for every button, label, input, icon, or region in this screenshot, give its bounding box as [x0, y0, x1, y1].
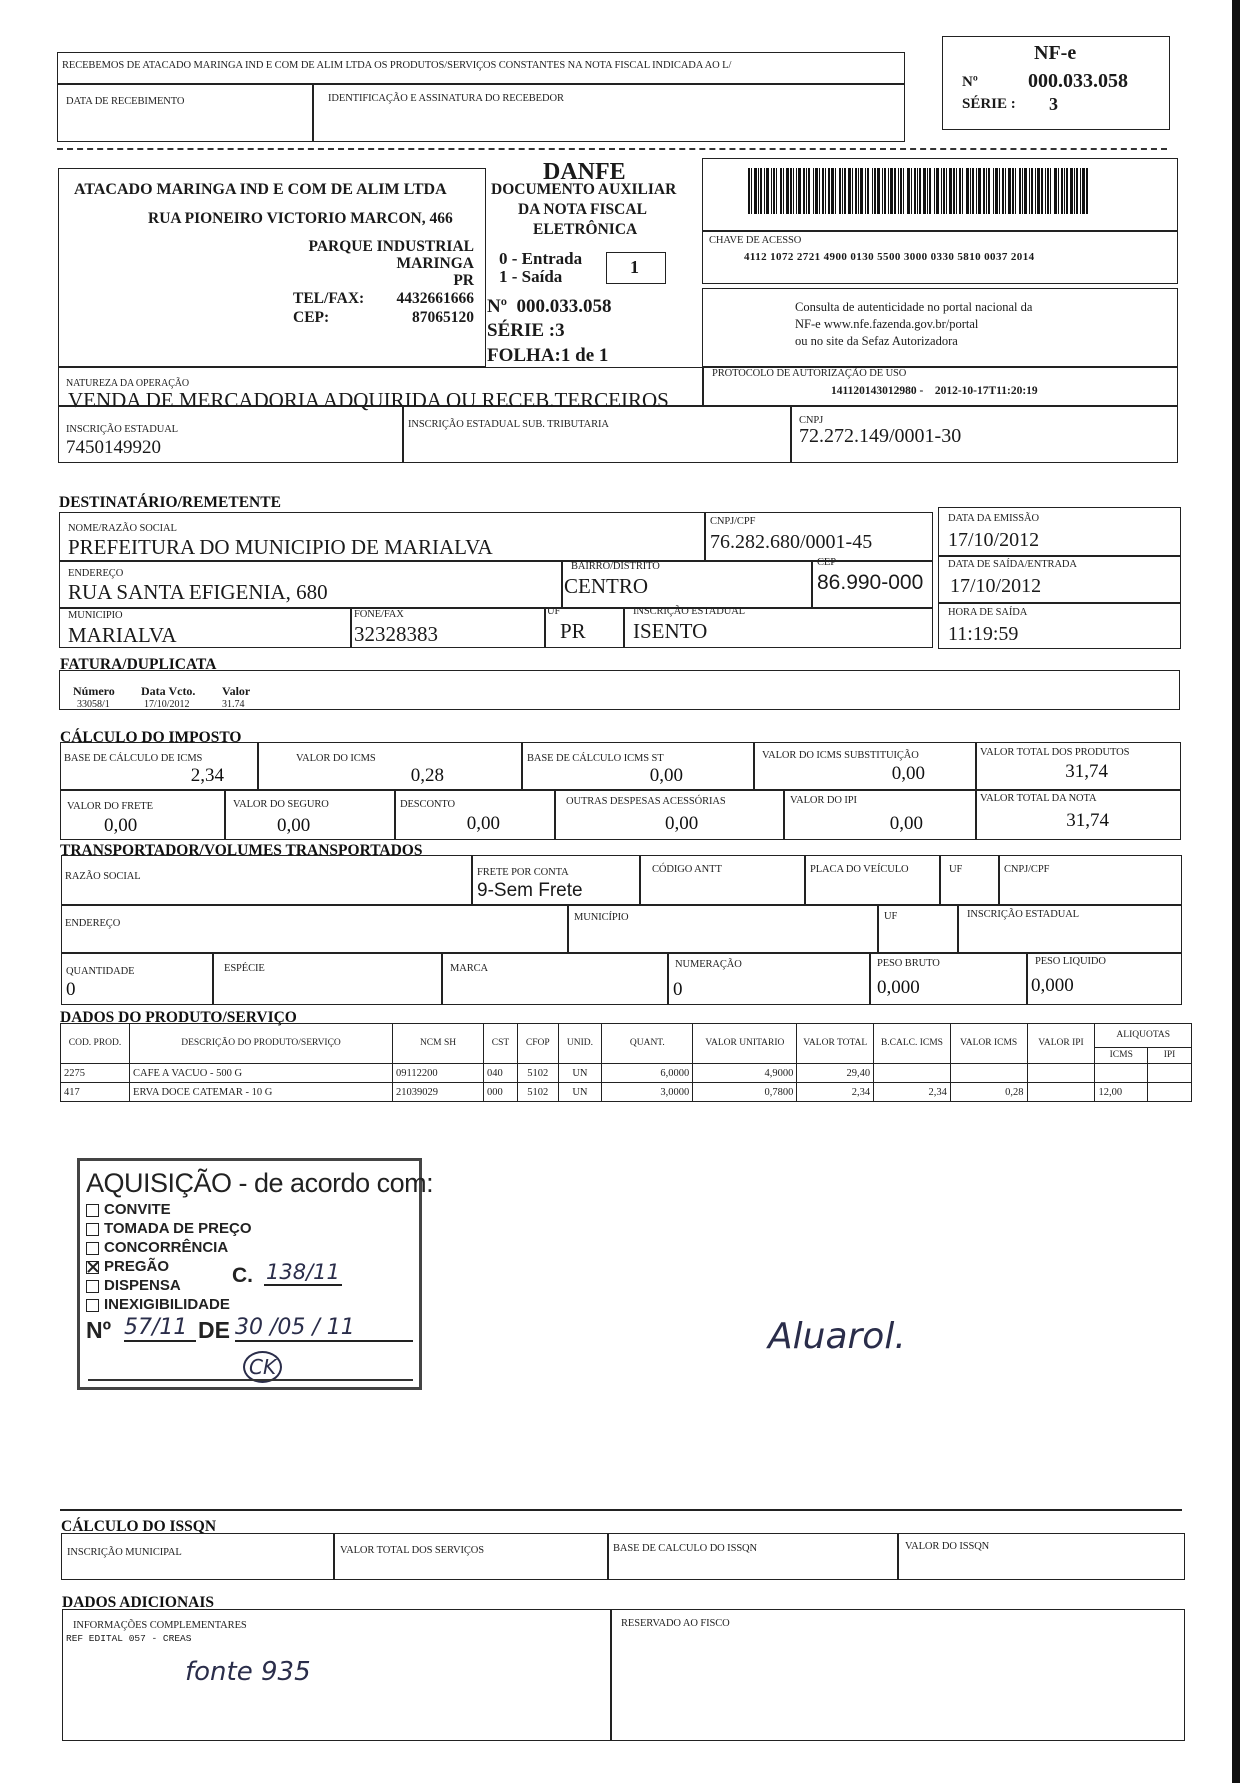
fatura-section-title: FATURA/DUPLICATA	[60, 656, 217, 673]
dest-ie: ISENTO	[633, 619, 708, 643]
desconto-label: DESCONTO	[400, 799, 456, 810]
stamp-option-concorrencia: CONCORRÊNCIA	[86, 1239, 228, 1257]
emitente-district: PARQUE INDUSTRIAL	[308, 238, 474, 255]
ipi-label: VALOR DO IPI	[790, 795, 857, 806]
ie-st-box	[403, 406, 791, 463]
fatura-numero-label: Número	[73, 684, 115, 698]
transp-frete: 9-Sem Frete	[477, 880, 583, 901]
table-row	[61, 1064, 1192, 1083]
transporte-section-title: TRANSPORTADOR/VOLUMES TRANSPORTADOS	[60, 842, 423, 859]
total-produtos-label: VALOR TOTAL DOS PRODUTOS	[980, 747, 1130, 758]
stamp-option-dispensa: DISPENSA	[86, 1277, 181, 1295]
ie-value: 7450149920	[66, 437, 161, 458]
cell-bcalc: 2,34	[874, 1083, 951, 1102]
cell-cod: 2275	[61, 1064, 130, 1083]
ipi-value: 0,00	[889, 813, 923, 834]
emitente-name: ATACADO MARINGA IND E COM DE ALIM LTDA	[74, 181, 447, 198]
fatura-vcto: 17/10/2012	[144, 699, 190, 710]
stamp-c-label: C.	[232, 1264, 253, 1287]
aquisicao-stamp	[77, 1158, 434, 1390]
emitente-state: PR	[453, 272, 474, 289]
dest-uf: PR	[560, 619, 586, 643]
outras-value: 0,00	[665, 813, 699, 834]
transp-razao-label: RAZÃO SOCIAL	[65, 871, 141, 882]
danfe-tipo: 1	[630, 257, 639, 277]
data-recebimento-label: DATA DE RECEBIMENTO	[66, 96, 185, 107]
natureza-value: VENDA DE MERCADORIA ADQUIRIDA OU RECEB.TERCEIROS	[68, 388, 669, 412]
scan-edge	[1232, 0, 1240, 1783]
dest-municipio-label: MUNICIPIO	[68, 610, 123, 621]
cell-bcalc	[874, 1064, 951, 1083]
valor-st: 0,00	[891, 763, 925, 784]
transp-peso-bruto-label: PESO BRUTO	[877, 958, 940, 969]
base-st: 0,00	[649, 765, 683, 786]
dest-cnpj-label: CNPJ/CPF	[710, 516, 756, 527]
natureza-label: NATUREZA DA OPERAÇÃO	[66, 378, 190, 389]
transp-cnpj-label: CNPJ/CPF	[1004, 864, 1050, 875]
cell-valor-icms: 0,28	[950, 1083, 1027, 1102]
nfe-numero-label: Nº	[962, 74, 978, 90]
danfe-entrada: 0 - Entrada	[499, 249, 583, 268]
emitente-cep: 87065120	[412, 309, 474, 326]
emissao-label: DATA DA EMISSÃO	[948, 513, 1040, 524]
fatura-valor: 31.74	[222, 699, 245, 710]
fatura-vcto-label: Data Vcto.	[141, 684, 196, 698]
cell-ncm: 09112200	[393, 1064, 484, 1083]
transp-quantidade-label: QUANTIDADE	[66, 966, 135, 977]
cell-cst: 040	[484, 1064, 518, 1083]
nfe-serie-label: SÉRIE :	[962, 96, 1016, 112]
dest-fone-label: FONE/FAX	[354, 609, 404, 620]
danfe-subtitle-1: DOCUMENTO AUXILIAR	[491, 181, 677, 198]
adicionais-section-title: DADOS ADICIONAIS	[62, 1594, 215, 1611]
total-produtos: 31,74	[1065, 761, 1108, 782]
nfe-title: NF-e	[1034, 42, 1077, 64]
outras-label: OUTRAS DESPESAS ACESSÓRIAS	[566, 796, 726, 807]
issqn-im-label: INSCRIÇÃO MUNICIPAL	[67, 1547, 182, 1558]
transp-numeracao: 0	[673, 979, 683, 1000]
nfe-numero: 000.033.058	[1028, 70, 1128, 92]
checkbox-icon	[86, 1242, 99, 1255]
danfe-folha: FOLHA:1 de 1	[487, 345, 609, 366]
cell-ncm: 21039029	[393, 1083, 484, 1102]
col-quant: QUANT.	[602, 1024, 693, 1064]
danfe-title: DANFE	[543, 159, 626, 185]
produtos-section-title: DADOS DO PRODUTO/SERVIÇO	[60, 1009, 297, 1026]
issqn-rule	[60, 1509, 1182, 1511]
danfe-subtitle-3: ELETRÔNICA	[533, 221, 638, 238]
issqn-base-label: BASE DE CALCULO DO ISSQN	[613, 1543, 758, 1554]
stamp-option-inexigibilidade: INEXIGIBILIDADE	[86, 1296, 230, 1314]
cell-aliq-ipi	[1148, 1064, 1192, 1083]
nfe-serie: 3	[1049, 94, 1058, 114]
transp-municipio-label: MUNICÍPIO	[574, 912, 629, 923]
transp-placa-label: PLACA DO VEÍCULO	[810, 864, 909, 875]
transp-endereco-label: ENDEREÇO	[65, 918, 121, 929]
cell-descricao: CAFE A VACUO - 500 G	[130, 1064, 393, 1083]
checkbox-icon	[86, 1280, 99, 1293]
col-valor-unit: VALOR UNITARIO	[693, 1024, 797, 1064]
checkbox-icon	[86, 1223, 99, 1236]
imposto-section-title: CÁLCULO DO IMPOSTO	[60, 729, 242, 746]
dest-cnpj: 76.282.680/0001-45	[710, 531, 873, 553]
dest-nome-label: NOME/RAZÃO SOCIAL	[68, 523, 177, 534]
saida-label: DATA DE SAÍDA/ENTRADA	[948, 559, 1077, 570]
transp-numeracao-label: NUMERAÇÃO	[675, 959, 742, 970]
col-unid: UNID.	[558, 1024, 602, 1064]
consulta-line-3: ou no site da Sefaz Autorizadora	[795, 334, 958, 348]
base-icms-label: BASE DE CÁLCULO DE ICMS	[64, 753, 203, 764]
transporte-box	[61, 855, 1182, 1005]
col-aliq-icms: ICMS	[1095, 1048, 1148, 1064]
cell-valor-icms	[950, 1064, 1027, 1083]
receipt-text: RECEBEMOS DE ATACADO MARINGA IND E COM DE ALIM LTDA OS PRODUTOS/SERVIÇOS CONSTANTES NA NOTA FISCAL INDICADA AO L/	[62, 60, 732, 71]
saida-value: 17/10/2012	[950, 575, 1042, 597]
checkbox-icon	[86, 1204, 99, 1217]
dest-nome: PREFEITURA DO MUNICIPIO DE MARIALVA	[68, 535, 493, 559]
fisco-label: RESERVADO AO FISCO	[621, 1618, 730, 1629]
transp-peso-liquido: 0,000	[1031, 975, 1074, 996]
cell-aliq-icms: 12,00	[1095, 1083, 1148, 1102]
dest-ie-label: INSCRIÇÃO ESTADUAL	[633, 606, 745, 617]
chave-value: 4112 1072 2721 4900 0130 5500 3000 0330 5810 0037 2014	[744, 251, 1035, 263]
emissao-value: 17/10/2012	[948, 529, 1040, 551]
col-valor-total: VALOR TOTAL	[797, 1024, 874, 1064]
transp-ie-label: INSCRIÇÃO ESTADUAL	[967, 909, 1079, 920]
cell-cfop: 5102	[517, 1064, 558, 1083]
transp-uf-label: UF	[949, 864, 963, 875]
cell-valor-total: 2,34	[797, 1083, 874, 1102]
barcode	[748, 168, 1140, 214]
hora-label: HORA DE SAÍDA	[948, 607, 1028, 618]
base-icms: 2,34	[190, 765, 224, 786]
col-aliq-ipi: IPI	[1148, 1048, 1192, 1064]
col-valor-icms: VALOR ICMS	[950, 1024, 1027, 1064]
frete-label: VALOR DO FRETE	[67, 801, 153, 812]
dest-bairro: CENTRO	[564, 574, 648, 598]
info-label: INFORMAÇÕES COMPLEMENTARES	[73, 1620, 247, 1631]
cell-unid: UN	[558, 1064, 602, 1083]
emitente-cep-label: CEP:	[293, 309, 330, 326]
identificacao-label: IDENTIFICAÇÃO E ASSINATURA DO RECEBEDOR	[328, 93, 564, 104]
valor-st-label: VALOR DO ICMS SUBSTITUIÇÃO	[762, 750, 919, 761]
col-descricao: DESCRIÇÃO DO PRODUTO/SERVIÇO	[130, 1024, 393, 1064]
fatura-numero: 33058/1	[77, 699, 110, 710]
stamp-option-tomada: TOMADA DE PREÇO	[86, 1220, 252, 1238]
stamp-numero: 57/11	[124, 1315, 196, 1342]
cell-valor-total: 29,40	[797, 1064, 874, 1083]
valor-icms-label: VALOR DO ICMS	[296, 753, 376, 764]
info-value: REF EDITAL 057 - CREAS	[66, 1633, 192, 1644]
handwritten-note: fonte 935	[185, 1657, 311, 1687]
total-nota-label: VALOR TOTAL DA NOTA	[980, 793, 1097, 804]
transp-peso-bruto: 0,000	[877, 977, 920, 998]
stamp-initials: CK	[243, 1351, 282, 1383]
transp-quantidade: 0	[66, 979, 76, 1000]
cell-valor-unit: 4,9000	[693, 1064, 797, 1083]
protocolo-value: 141120143012980 - 2012-10-17T11:20:19	[831, 385, 1038, 397]
desconto-value: 0,00	[466, 813, 500, 834]
col-ncm: NCM SH	[393, 1024, 484, 1064]
checked-checkbox-icon	[86, 1261, 99, 1274]
dest-cep: 86.990-000	[817, 571, 924, 594]
protocolo-label: PROTOCOLO DE AUTORIZAÇÃO DE USO	[712, 368, 907, 379]
emitente-telfax: 4432661666	[396, 290, 474, 307]
emitente-telfax-label: TEL/FAX:	[293, 290, 365, 307]
danfe-serie: SÉRIE :3	[487, 320, 565, 341]
cell-unid: UN	[558, 1083, 602, 1102]
danfe-subtitle-2: DA NOTA FISCAL	[518, 201, 647, 218]
col-cst: CST	[484, 1024, 518, 1064]
dest-endereco: RUA SANTA EFIGENIA, 680	[68, 580, 328, 604]
stamp-c-value: 138/11	[266, 1260, 340, 1284]
danfe-saida: 1 - Saída	[499, 267, 563, 286]
danfe-numero: Nº 000.033.058	[487, 296, 612, 317]
emitente-address: RUA PIONEIRO VICTORIO MARCON, 466	[148, 210, 453, 227]
emitente-city: MARINGA	[396, 255, 474, 272]
products-table	[60, 1023, 1192, 1102]
col-bcalc: B.CALC. ICMS	[874, 1024, 951, 1064]
cell-quant: 6,0000	[602, 1064, 693, 1083]
transp-antt-label: CÓDIGO ANTT	[652, 864, 722, 875]
stamp-de-label: DE	[198, 1317, 230, 1343]
chave-label: CHAVE DE ACESSO	[709, 235, 802, 246]
dest-cep-label: CEP	[817, 557, 836, 568]
transp-marca-label: MARCA	[450, 963, 489, 974]
stamp-option-convite: CONVITE	[86, 1201, 171, 1219]
col-valor-ipi: VALOR IPI	[1027, 1024, 1095, 1064]
seguro-value: 0,00	[277, 815, 311, 836]
table-row	[61, 1083, 1192, 1102]
issqn-total-label: VALOR TOTAL DOS SERVIÇOS	[340, 1545, 485, 1556]
dest-endereco-label: ENDEREÇO	[68, 568, 124, 579]
fatura-valor-label: Valor	[222, 684, 251, 698]
checkbox-icon	[86, 1299, 99, 1312]
col-cfop: CFOP	[517, 1024, 558, 1064]
total-nota: 31,74	[1066, 810, 1109, 831]
cell-descricao: ERVA DOCE CATEMAR - 10 G	[130, 1083, 393, 1102]
cell-valor-ipi	[1027, 1083, 1095, 1102]
stamp-option-pregao: PREGÃO	[86, 1258, 169, 1276]
signature: Aluarol.	[768, 1316, 906, 1357]
consulta-line-1: Consulta de autenticidade no portal nacional da	[795, 300, 1033, 314]
cut-line	[57, 148, 1167, 150]
cell-quant: 3,0000	[602, 1083, 693, 1102]
dest-bairro-label: BAIRRO/DISTRITO	[571, 561, 660, 572]
transp-uf2-label: UF	[884, 911, 898, 922]
ie-label: INSCRIÇÃO ESTADUAL	[66, 424, 178, 435]
dest-fone: 32328383	[354, 622, 438, 646]
dest-municipio: MARIALVA	[68, 623, 177, 647]
cell-cfop: 5102	[517, 1083, 558, 1102]
cell-aliq-icms	[1095, 1064, 1148, 1083]
col-cod: COD. PROD.	[61, 1024, 130, 1064]
cell-cst: 000	[484, 1083, 518, 1102]
valor-icms: 0,28	[410, 765, 444, 786]
issqn-valor-label: VALOR DO ISSQN	[905, 1541, 990, 1552]
cnpj-value: 72.272.149/0001-30	[799, 425, 962, 447]
issqn-box	[61, 1533, 1185, 1580]
stamp-numero-label: Nº	[86, 1317, 112, 1343]
cell-valor-ipi	[1027, 1064, 1095, 1083]
cell-valor-unit: 0,7800	[693, 1083, 797, 1102]
issqn-section-title: CÁLCULO DO ISSQN	[61, 1518, 217, 1535]
cell-aliq-ipi	[1148, 1083, 1192, 1102]
ie-st-label: INSCRIÇÃO ESTADUAL SUB. TRIBUTARIA	[408, 419, 609, 430]
cnpj-label: CNPJ	[799, 415, 824, 426]
cell-cod: 417	[61, 1083, 130, 1102]
frete-value: 0,00	[104, 815, 138, 836]
transp-frete-label: FRETE POR CONTA	[477, 867, 569, 878]
seguro-label: VALOR DO SEGURO	[233, 799, 329, 810]
consulta-line-2: NF-e www.nfe.fazenda.gov.br/portal	[795, 317, 979, 331]
stamp-date: 30 /05 / 11	[235, 1315, 413, 1342]
dest-uf-label: UF	[547, 606, 561, 617]
transp-peso-liquido-label: PESO LIQUIDO	[1035, 956, 1106, 967]
destinatario-section-title: DESTINATÁRIO/REMETENTE	[59, 494, 281, 511]
hora-value: 11:19:59	[948, 623, 1019, 645]
base-st-label: BASE DE CÁLCULO ICMS ST	[527, 753, 664, 764]
col-aliquotas: ALIQUOTAS	[1095, 1024, 1192, 1048]
transp-especie-label: ESPÉCIE	[224, 963, 265, 974]
stamp-title: AQUISIÇÃO - de acordo com:	[86, 1168, 434, 1198]
